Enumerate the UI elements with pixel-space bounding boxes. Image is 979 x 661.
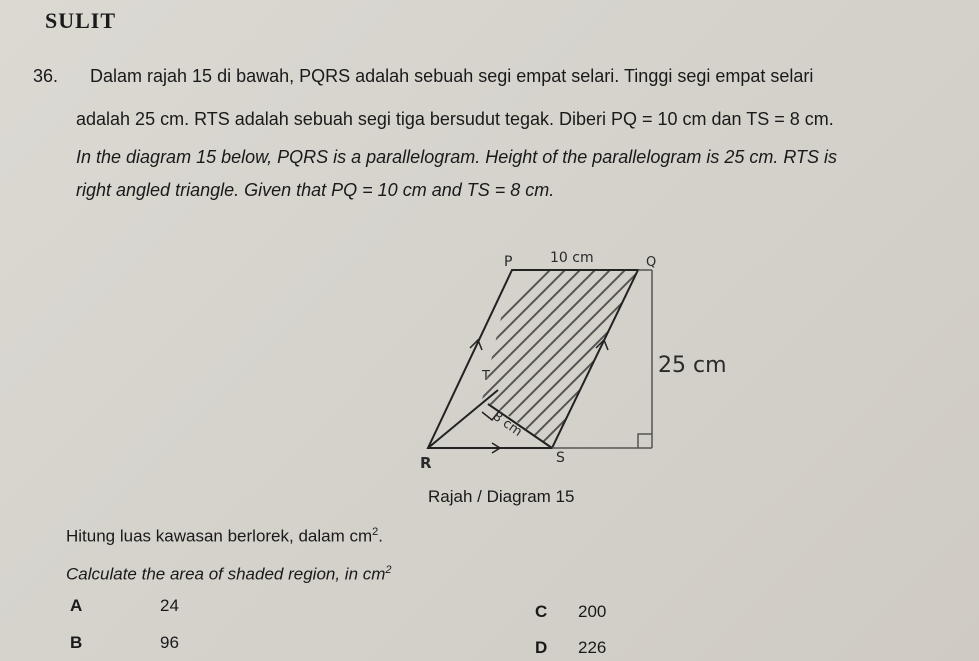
label-height: 25 cm [658, 353, 727, 378]
label-q: Q [646, 255, 657, 270]
right-angle-marker-height [638, 434, 652, 448]
option-c-value[interactable]: 200 [578, 602, 607, 621]
option-a-letter[interactable]: A [70, 596, 83, 615]
question-malay-line-2: adalah 25 cm. RTS adalah sebuah segi tiga bersudut tegak. Diberi PQ = 10 cm dan TS = 8 cm. [76, 109, 834, 129]
instruction-english [66, 564, 392, 585]
question-english-line-2: right angled triangle. Given that PQ = 10 cm and TS = 8 cm. [76, 180, 555, 200]
instruction-malay-power: 2 [372, 526, 379, 538]
line-rt [428, 390, 498, 448]
page-header: SULIT [45, 8, 117, 33]
instruction-malay: Hitung luas kawasan berlorek, dalam $cm^2$. [66, 526, 384, 546]
option-b-value[interactable]: 96 [160, 633, 179, 652]
parallelogram-diagram [400, 240, 780, 480]
label-p: P [504, 254, 513, 270]
instruction-english-power: 2 [385, 564, 392, 576]
question-malay-line-1: Dalam rajah 15 di bawah, PQRS adalah sebuah segi empat selari. Tinggi segi empat selari [90, 66, 814, 86]
label-ts-length: 8 cm [489, 408, 525, 440]
question-english-line-1: In the diagram 15 below, PQRS is a parallelogram. Height of the parallelogram is 25 cm. RTS is [76, 147, 838, 167]
option-c-letter[interactable]: C [535, 602, 548, 621]
instruction-malay-text: Hitung luas kawasan berlorek, dalam cm [66, 526, 373, 546]
option-a-value[interactable]: 24 [160, 596, 179, 615]
option-d-letter[interactable]: D [535, 638, 548, 657]
option-d-value[interactable]: 226 [578, 638, 607, 657]
diagram-caption: Rajah / Diagram 15 [428, 487, 575, 506]
label-pq-length: 10 cm [550, 250, 594, 266]
option-b-letter[interactable]: B [70, 633, 83, 652]
instruction-english-text: Calculate the area of shaded region, in cm [66, 564, 386, 584]
question-number: 36. [33, 66, 59, 86]
label-t: T [482, 369, 490, 384]
label-s: S [556, 450, 565, 466]
label-r: R [420, 454, 432, 472]
